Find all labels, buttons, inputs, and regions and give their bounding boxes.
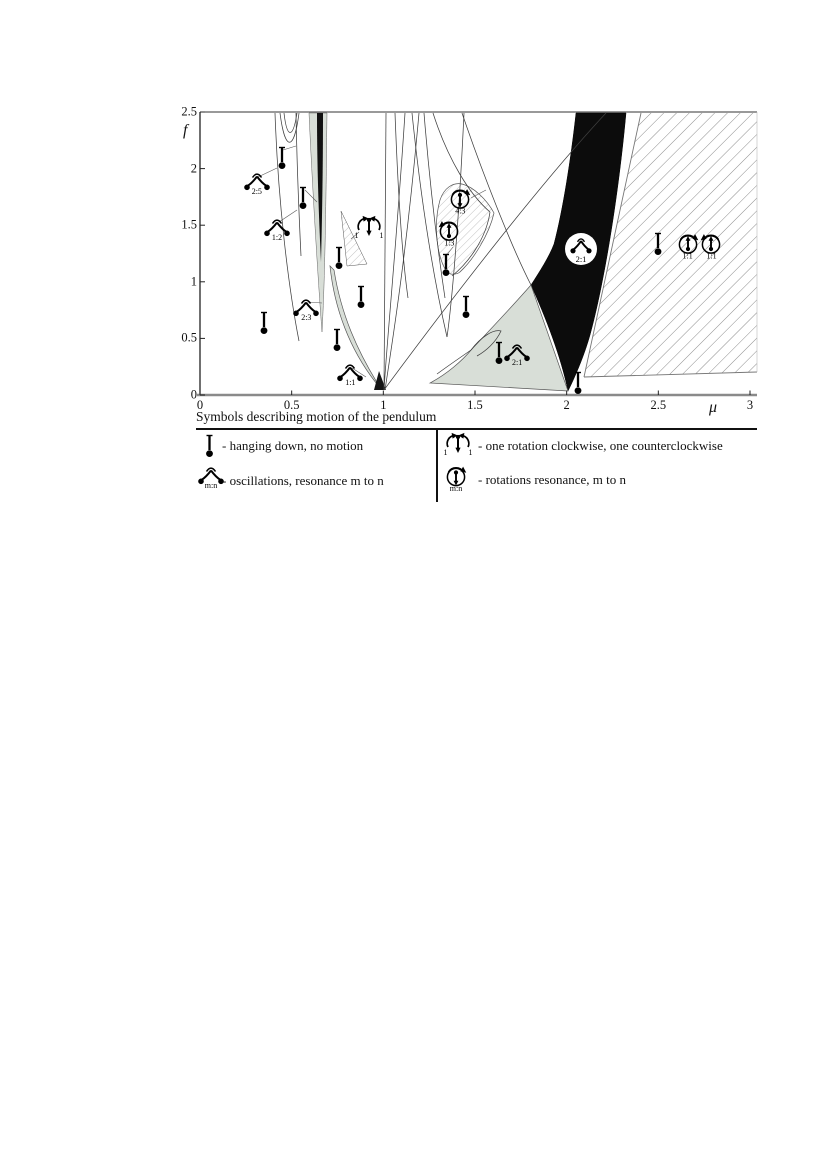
pendulum-hanging-marker [652, 232, 665, 256]
dual-rotation-marker [352, 214, 386, 240]
marker-resonance-label: 1:3 [444, 238, 455, 248]
marker-resonance-label: m:n [204, 481, 218, 490]
legend-item-rotations-text: - rotations resonance, m to n [478, 472, 627, 487]
y-tick-label: 1 [190, 274, 197, 289]
x-tick-label: 2 [563, 398, 570, 412]
rotation-resonance-marker-1-1 [676, 231, 700, 260]
legend-item-oscillations-text: - oscillations, resonance m to n [222, 473, 384, 488]
rotation-resonance-marker-4-3 [448, 187, 472, 216]
pendulum-hanging-marker [296, 186, 309, 210]
pendulum-hanging-marker [331, 328, 344, 352]
x-tick-label: 0.5 [283, 398, 300, 412]
pendulum-hanging-marker [258, 311, 271, 335]
x-tick-label: 2.5 [650, 398, 667, 412]
oscillation-resonance-marker-2-1 [503, 343, 531, 367]
pendulum-hanging-marker [276, 146, 289, 170]
marker-resonance-label: m:n [449, 484, 463, 493]
legend-title: Symbols describing motion of the pendulum [196, 409, 437, 424]
marker-resonance-label: 1:1 [345, 377, 356, 387]
svg-text:1: 1 [468, 448, 473, 457]
svg-text:1: 1 [379, 231, 384, 241]
legend-rule [196, 428, 757, 430]
legend-rotation-icon [444, 464, 468, 493]
x-tick-label: 1 [380, 398, 387, 412]
y-tick-label: 0 [190, 387, 197, 402]
marker-resonance-label: 1:1 [706, 251, 717, 261]
rotation-resonance-marker-1-3 [437, 219, 461, 248]
marker-resonance-label: 1:1 [682, 251, 693, 261]
rotation-resonance-marker-1-1 [699, 231, 723, 260]
legend-item-hanging-text: - hanging down, no motion [222, 438, 364, 453]
legend-item-dual-rotation-text: - one rotation clockwise, one counterclockwise [478, 438, 723, 453]
oscillation-resonance-marker-2-1 [563, 231, 599, 267]
legend-oscillation-icon [197, 466, 225, 490]
pendulum-hanging-marker [439, 253, 452, 277]
pendulum-hanging-marker [571, 371, 584, 395]
legend-divider [436, 430, 438, 502]
legend-dual-rotation-icon [441, 431, 475, 457]
marker-resonance-label: 1:2 [271, 232, 283, 242]
y-axis-label: f [183, 122, 188, 139]
x-axis-label: μ [709, 399, 718, 416]
y-tick-label: 0.5 [181, 330, 197, 345]
pendulum-hanging-marker [333, 246, 346, 270]
svg-text:1: 1 [443, 448, 448, 457]
x-tick-label: 0 [196, 398, 204, 412]
pendulum-hanging-marker [355, 285, 368, 309]
oscillation-resonance-marker-2-3 [292, 298, 320, 322]
y-tick-label: 2.5 [181, 104, 197, 119]
y-tick-label: 1.5 [181, 217, 197, 232]
oscillation-resonance-marker-1-1 [336, 363, 364, 387]
x-tick-label: 1.5 [467, 398, 483, 412]
legend-hanging-icon [203, 434, 216, 458]
y-tick-label: 2 [190, 161, 197, 176]
x-tick-label: 3 [746, 398, 754, 412]
marker-resonance-label: 2:5 [251, 187, 262, 197]
oscillation-resonance-marker-1-2 [263, 218, 291, 242]
svg-text:1: 1 [354, 231, 359, 241]
oscillation-resonance-marker-2-5 [243, 172, 271, 196]
marker-resonance-label: 4:3 [455, 206, 466, 216]
marker-resonance-label: 2:3 [301, 313, 312, 323]
svg-text:2:1: 2:1 [575, 253, 587, 264]
marker-resonance-label: 2:1 [512, 358, 523, 368]
pendulum-hanging-marker [459, 295, 472, 319]
